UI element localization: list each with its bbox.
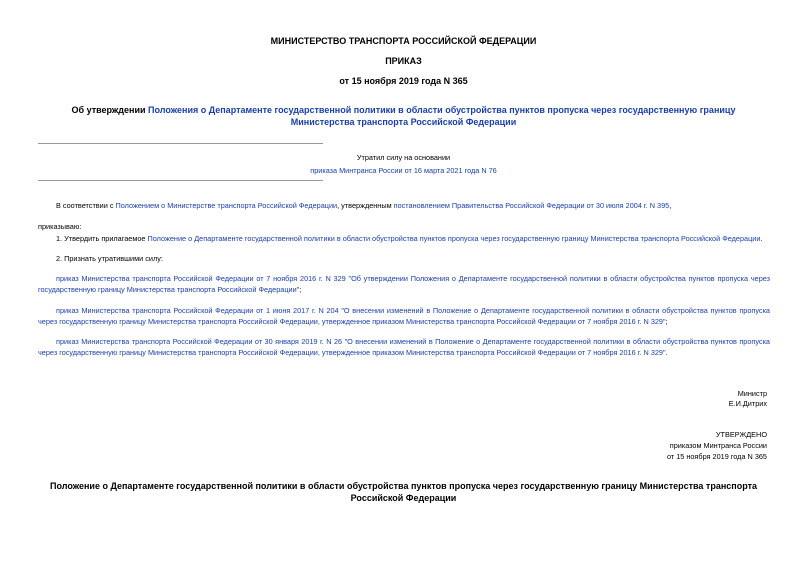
intro-text-c: , xyxy=(669,201,672,210)
annul-1-link[interactable]: приказ Министерства транспорта Российской Федерации от 7 ноября 2016 г. N 329 "Об утверждении Положения о Департаменте государственной политики в области обустройства пунктов пропуска через государственную границу Министерства транспорта Российской Федерации" xyxy=(38,274,770,294)
doc-date-number: от 15 ноября 2019 года N 365 xyxy=(339,76,468,86)
order-word: приказываю: xyxy=(38,222,82,231)
intro-text-b: , утвержденным xyxy=(337,201,394,210)
divider-top xyxy=(38,143,323,144)
ministry-heading: МИНИСТЕРСТВО ТРАНСПОРТА РОССИЙСКОЙ ФЕДЕРАЦИИ xyxy=(270,36,537,46)
divider-bottom xyxy=(38,180,323,181)
intro-text-a: В соответствии с xyxy=(56,201,116,210)
annul-2-paragraph xyxy=(38,306,770,327)
status-note-line1: Утратил силу на основании xyxy=(356,153,451,162)
annex-title: Положение о Департаменте государственной политики в области обустройства пунктов пропуска через государственную границу Министерства транспорта Российской Федерации xyxy=(50,481,758,503)
approval-line3: от 15 ноября 2019 года N 365 xyxy=(666,452,767,461)
annul-2-end: ; xyxy=(665,316,668,326)
annul-1-paragraph xyxy=(38,274,770,295)
annul-3-paragraph xyxy=(38,337,770,358)
status-note-link-wrap xyxy=(0,166,807,175)
intro-link-decree[interactable]: постановлением Правительства Российской Федерации от 30 июля 2004 г. N 395 xyxy=(393,201,670,210)
item-2-paragraph: 2. Признать утратившими силу: xyxy=(56,254,163,263)
document-title xyxy=(40,104,767,128)
annul-3-end: . xyxy=(665,347,668,357)
item-1-end: . xyxy=(760,234,763,243)
status-note-link[interactable]: приказа Минтранса России от 16 марта 2021 года N 76 xyxy=(310,166,497,175)
annul-3-link[interactable]: приказ Министерства транспорта Российской Федерации от 30 января 2019 г. N 26 "О внесении изменений в Положение о Департаменте государственной политики в области обустройства пунктов пропуска через государственную границу Министерства транспорта Российской Федерации, утвержденное приказом Министерства транспорта Российской Федерации от 7 ноября 2016 г. N 329" xyxy=(38,337,770,357)
item-1-paragraph xyxy=(38,234,770,245)
approval-label: УТВЕРЖДЕНО xyxy=(715,430,767,439)
title-link[interactable]: Положения о Департаменте государственной политики в области обустройства пунктов пропуска через государственную границу Министерства транспорта Российской Федерации xyxy=(148,105,736,127)
item-1-link[interactable]: Положение о Департаменте государственной политики в области обустройства пунктов пропуска через государственную границу Министерства транспорта Российской Федерации xyxy=(147,234,761,243)
item-1-text: 1. Утвердить прилагаемое xyxy=(56,234,148,243)
title-prefix: Об утверждении xyxy=(71,105,149,115)
signature-name: Е.И.Дитрих xyxy=(728,399,767,408)
doc-type-heading: ПРИКАЗ xyxy=(385,56,422,66)
signature-position: Министр xyxy=(737,389,767,398)
approval-line2: приказом Минтранса России xyxy=(669,441,767,450)
intro-link-regulation[interactable]: Положением о Министерстве транспорта Российской Федерации xyxy=(115,201,338,210)
annul-1-end: ; xyxy=(299,284,302,294)
intro-paragraph xyxy=(38,201,770,212)
annul-2-link[interactable]: приказ Министерства транспорта Российской Федерации от 1 июня 2017 г. N 204 "О внесении изменений в Положение о Департаменте государственной политики в области обустройства пунктов пропуска через государственную границу Министерства транспорта Российской Федерации, утвержденное приказом Министерства транспорта Российской Федерации от 7 ноября 2016 г. N 329" xyxy=(38,306,770,326)
